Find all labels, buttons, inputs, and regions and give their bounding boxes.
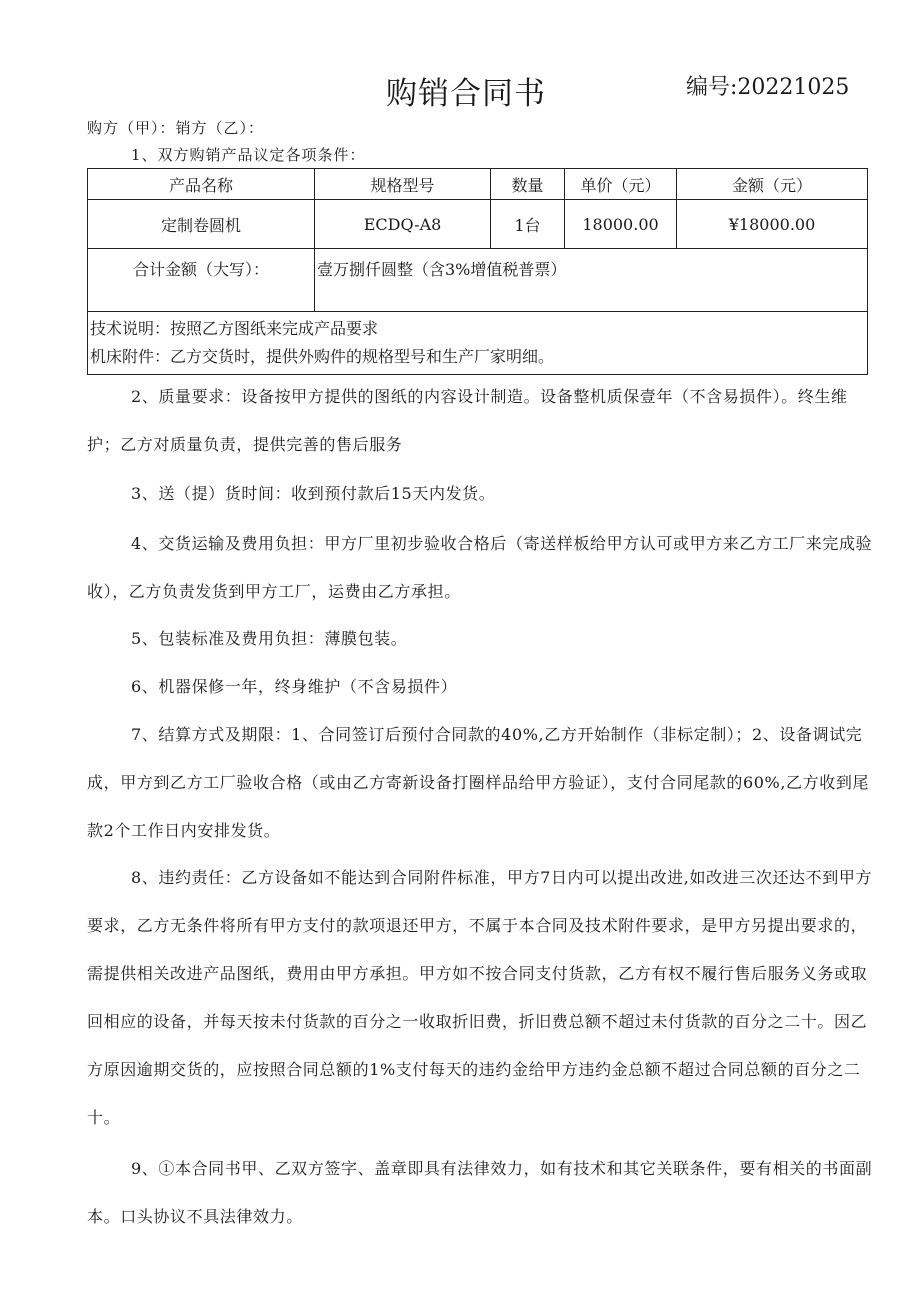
accessory-note: 机床附件：乙方交货时，提供外购件的规格型号和生产厂家明细。 <box>90 347 555 366</box>
notes-row <box>88 312 868 375</box>
cell-amount: ¥18000.00 <box>677 200 868 249</box>
clause-2: 2、质量要求：设备按甲方提供的图纸的内容设计制造。设备整机质保壹年（不含易损件）。终生维护；乙方对质量负责，提供完善的售后服务 <box>87 387 848 454</box>
clause-7: 7、结算方式及期限：1、合同签订后预付合同款的40%,乙方开始制作（非标定制）；2、设备调试完成，甲方到乙方工厂验收合格（或由乙方寄新设备打圈样品给甲方验证），支付合同尾款的60%,乙方收到尾款2个工作日内安排发货。 <box>87 725 870 840</box>
clause-3: 3、送（提）货时间：收到预付款后15天内发货。 <box>131 484 496 503</box>
header-amount: 金额（元） <box>677 169 868 200</box>
contract-number: 编号:20221025 <box>686 75 850 100</box>
cell-unit-price: 18000.00 <box>565 200 677 249</box>
clause-9: 9、①本合同书甲、乙双方签字、盖章即具有法律效力，如有技术和其它关联条件，要有相关的书面副本。口头协议不具法律效力。 <box>87 1159 873 1226</box>
header-unit-price: 单价（元） <box>565 169 677 200</box>
header-quantity: 数量 <box>491 169 565 200</box>
total-value: 壹万捌仟圆整（含3%增值税普票） <box>315 249 868 312</box>
parties-line: 购方（甲）：销方（乙）： <box>87 119 265 137</box>
header-spec-model: 规格型号 <box>315 169 491 200</box>
tech-note: 技术说明：按照乙方图纸来完成产品要求 <box>90 319 379 338</box>
notes-cell <box>88 312 868 375</box>
total-row <box>88 249 868 312</box>
product-table <box>87 168 868 375</box>
contract-title: 购销合同书 <box>386 76 546 112</box>
cell-spec-model: ECDQ-A8 <box>315 200 491 249</box>
cell-product-name: 定制卷圆机 <box>88 200 315 249</box>
total-label: 合计金额（大写）： <box>88 249 315 312</box>
cell-quantity: 1台 <box>491 200 565 249</box>
clause-1-intro: 1、双方购销产品议定各项条件： <box>131 146 366 164</box>
clause-8: 8、违约责任：乙方设备如不能达到合同附件标准，甲方7日内可以提出改进,如改进三次还达不到甲方要求，乙方无条件将所有甲方支付的款项退还甲方，不属于本合同及技术附件要求，是甲方另提出要求的，需提供相关改进产品图纸，费用由甲方承担。甲方如不按合同支付货款，乙方有权不履行售后服务义务或取回相应的设备，并每天按未付货款的百分之一收取折旧费，折旧费总额不超过未付货款的百分之二十。因乙方原因逾期交货的，应按照合同总额的1%支付每天的违约金给甲方违约金总额不超过合同总额的百分之二十。 <box>87 868 873 1127</box>
clause-5: 5、包装标准及费用负担：薄膜包装。 <box>131 629 408 648</box>
header-product-name: 产品名称 <box>88 169 315 200</box>
table-row <box>88 200 868 249</box>
table-header-row <box>88 169 868 200</box>
clause-6: 6、机器保修一年，终身维护（不含易损件） <box>131 677 458 696</box>
clause-4: 4、交货运输及费用负担：甲方厂里初步验收合格后（寄送样板给甲方认可或甲方来乙方工厂来完成验收），乙方负责发货到甲方工厂，运费由乙方承担。 <box>87 534 873 601</box>
